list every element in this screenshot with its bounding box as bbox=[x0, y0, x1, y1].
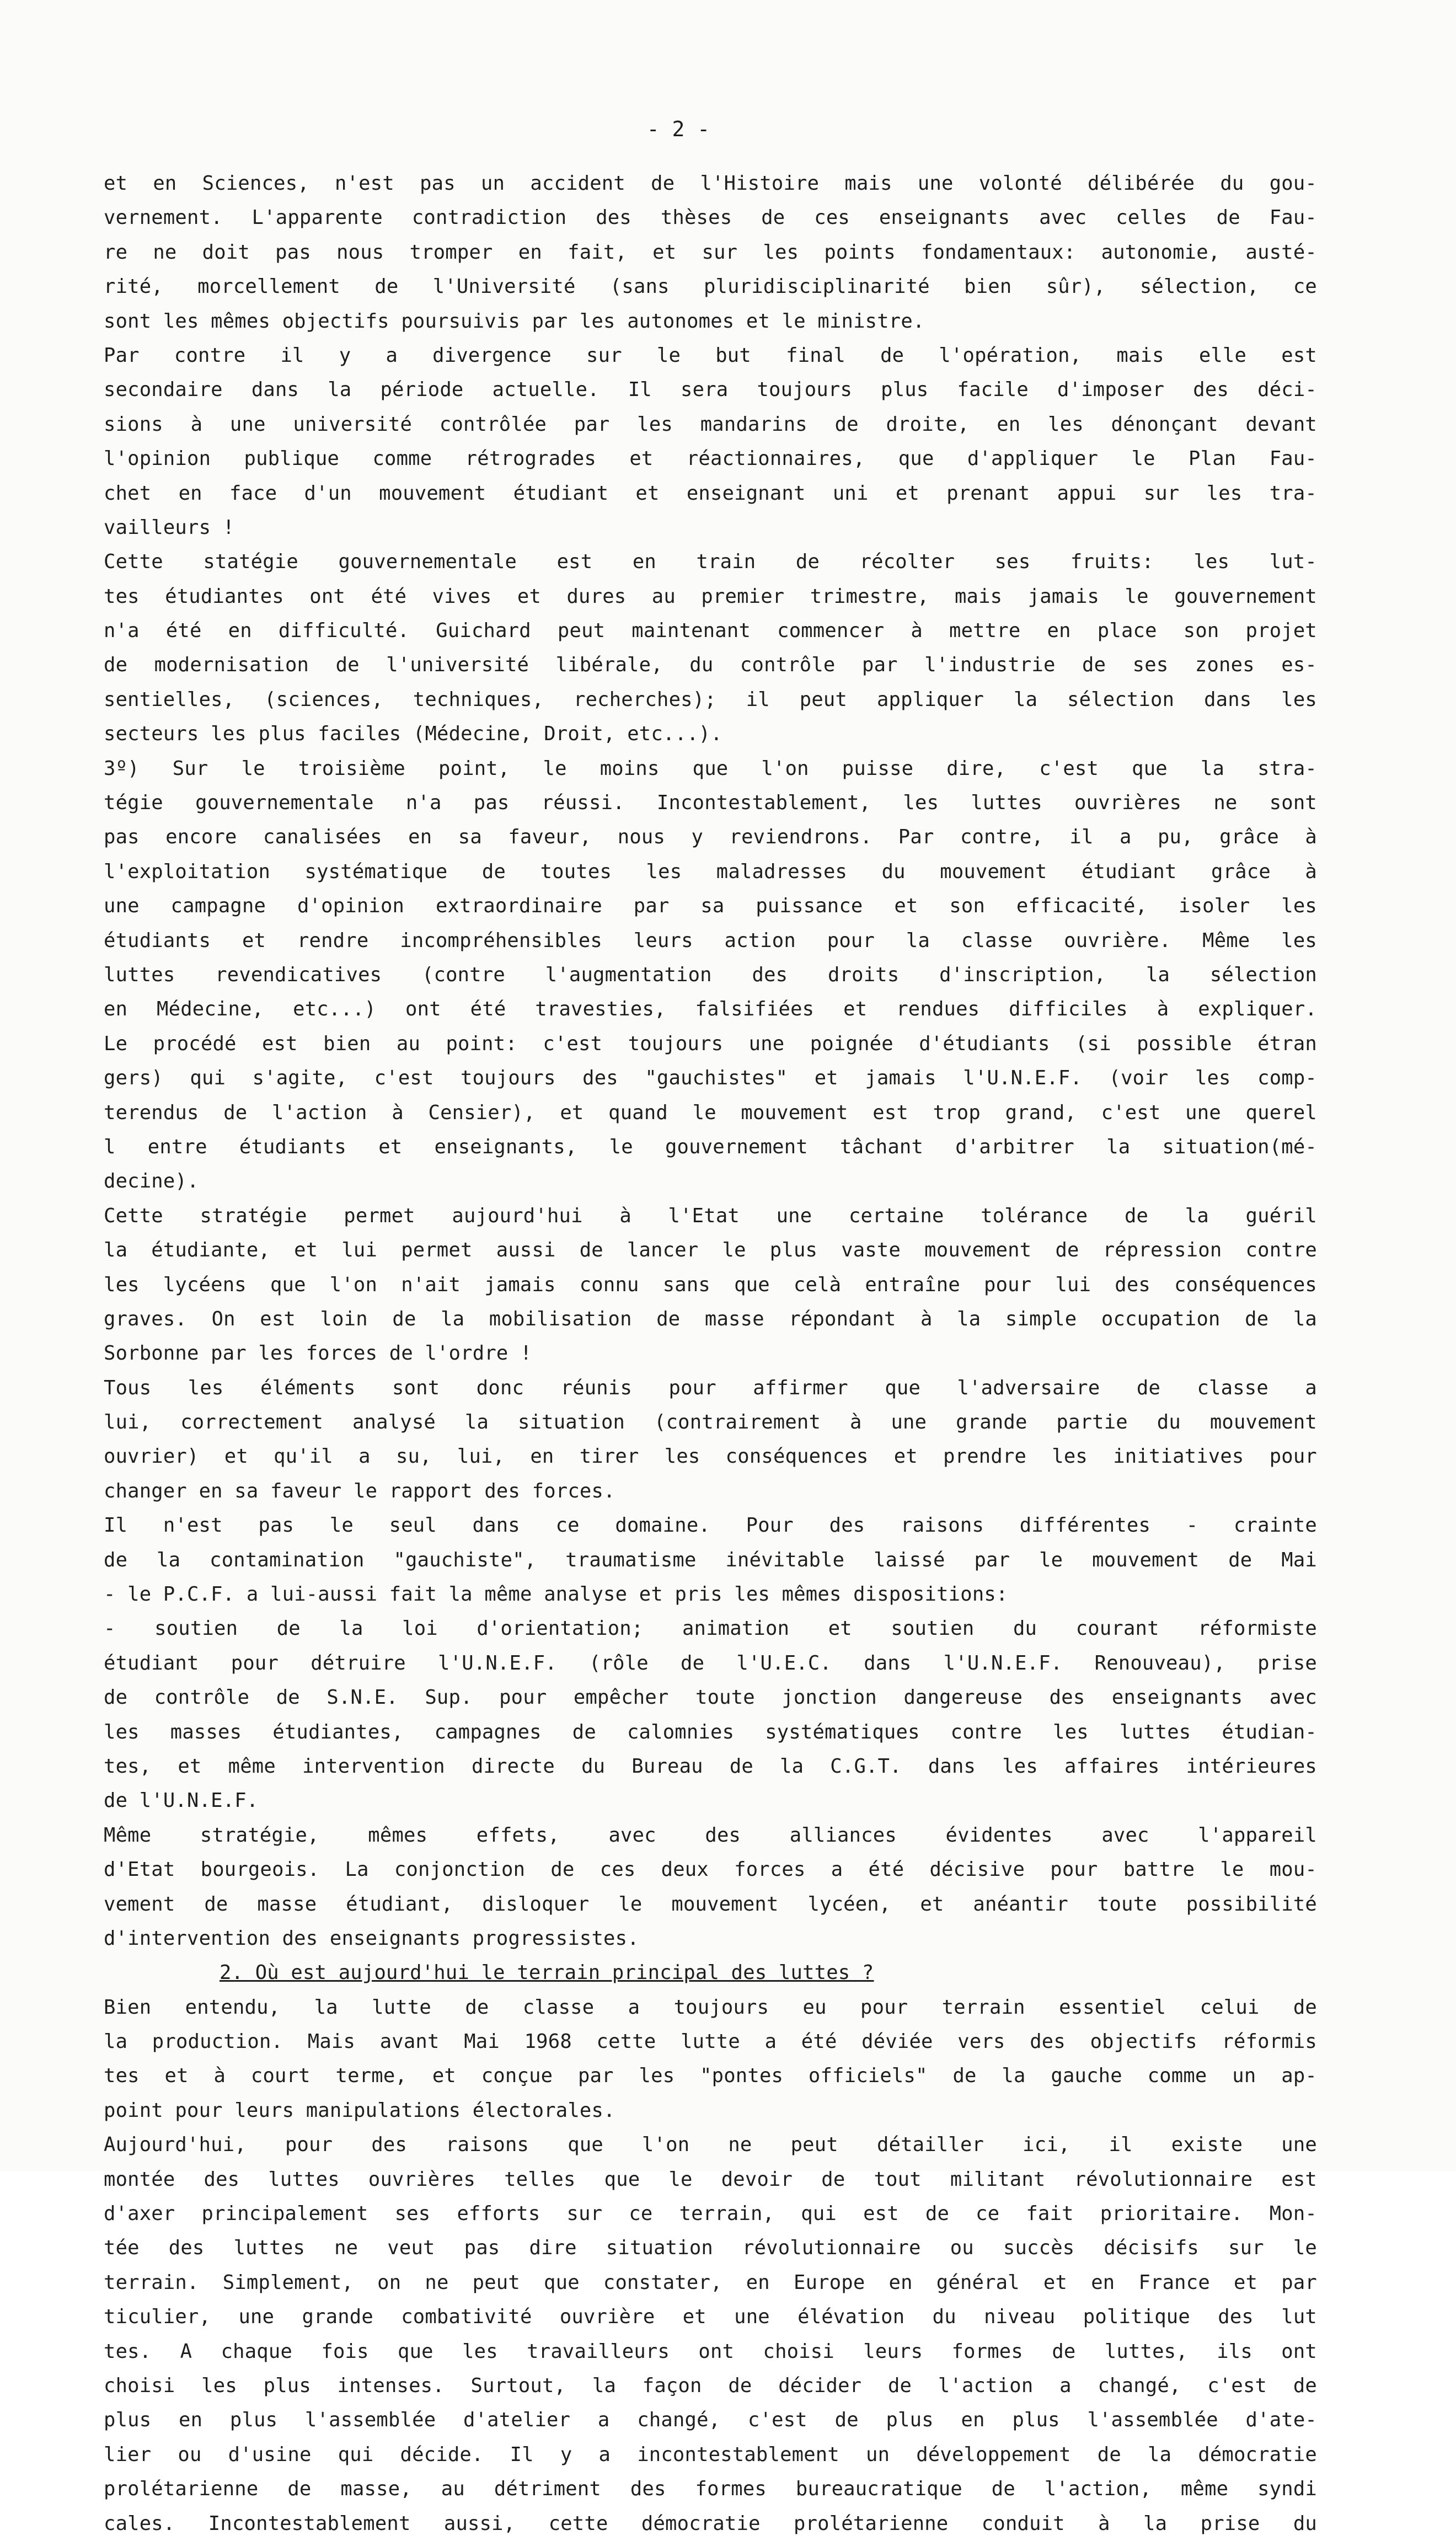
text-line: terrain. Simplement, on ne peut que constater, en Europe en général et en France et par bbox=[104, 2271, 1317, 2294]
text-line: gers) qui s'agite, c'est toujours des "gauchistes" et jamais l'U.N.E.F. (voir les comp- bbox=[104, 1067, 1317, 1090]
text-line: Même stratégie, mêmes effets, avec des alliances évidentes avec l'appareil bbox=[104, 1823, 1317, 1847]
text-line: ticulier, une grande combativité ouvrière et une élévation du niveau politique des lut bbox=[104, 2305, 1317, 2329]
text-line: sont les mêmes objectifs poursuivis par les autonomes et le ministre. bbox=[104, 309, 925, 333]
text-line: Cette statégie gouvernementale est en train de récolter ses fruits: les lut- bbox=[104, 550, 1317, 574]
text-line: Aujourd'hui, pour des raisons que l'on ne peut détailler ici, il existe une bbox=[104, 2133, 1317, 2157]
text-line: de contrôle de S.N.E. Sup. pour empêcher toute jonction dangereuse des enseignants avec bbox=[104, 1686, 1317, 1709]
text-line: montée des luttes ouvrières telles que le devoir de tout militant révolutionnaire est bbox=[104, 2168, 1317, 2191]
text-line: - le P.C.F. a lui-aussi fait la même analyse et pris les mêmes dispositions: bbox=[104, 1583, 1008, 1606]
text-line: prolétarienne de masse, au détriment des formes bureaucratique de l'action, même syndi bbox=[104, 2478, 1317, 2501]
text-line: - soutien de la loi d'orientation; animation et soutien du courant réformiste bbox=[104, 1617, 1317, 1640]
text-line: changer en sa faveur le rapport des forces. bbox=[104, 1479, 615, 1502]
text-line: tégie gouvernementale n'a pas réussi. Incontestablement, les luttes ouvrières ne sont bbox=[104, 791, 1317, 815]
text-line: Il n'est pas le seul dans ce domaine. Pour des raisons différentes - crainte bbox=[104, 1514, 1317, 1537]
section-heading: 2. Où est aujourd'hui le terrain principal des luttes ? bbox=[220, 1961, 874, 1984]
text-line: rité, morcellement de l'Université (sans pluridisciplinarité bien sûr), sélection, ce bbox=[104, 275, 1317, 298]
text-line: choisi les plus intenses. Surtout, la façon de décider de l'action a changé, c'est de bbox=[104, 2374, 1317, 2397]
text-line: tes étudiantes ont été vives et dures au premier trimestre, mais jamais le gouvernement bbox=[104, 585, 1317, 608]
text-line: les lycéens que l'on n'ait jamais connu sans que celà entraîne pour lui des conséquences bbox=[104, 1273, 1317, 1296]
text-line: l'exploitation systématique de toutes les maladresses du mouvement étudiant grâce à bbox=[104, 860, 1317, 883]
text-line: de la contamination "gauchiste", traumatisme inévitable laissé par le mouvement de Mai bbox=[104, 1548, 1317, 1571]
text-line: Cette stratégie permet aujourd'hui à l'Etat une certaine tolérance de la guéril bbox=[104, 1204, 1317, 1227]
text-line: d'axer principalement ses efforts sur ce terrain, qui est de ce fait prioritaire. Mon- bbox=[104, 2202, 1317, 2226]
text-line: luttes revendicatives (contre l'augmentation des droits d'inscription, la sélection bbox=[104, 963, 1317, 986]
page-number: - 2 - bbox=[646, 117, 710, 141]
text-line: n'a été en difficulté. Guichard peut maintenant commencer à mettre en place son projet bbox=[104, 619, 1317, 643]
text-line: ouvrier) et qu'il a su, lui, en tirer les conséquences et prendre les initiatives pour bbox=[104, 1445, 1317, 1468]
text-line: étudiants et rendre incompréhensibles leurs action pour la classe ouvrière. Même les bbox=[104, 929, 1317, 952]
text-line: Par contre il y a divergence sur le but final de l'opération, mais elle est bbox=[104, 344, 1317, 367]
text-line: et en Sciences, n'est pas un accident de l'Histoire mais une volonté délibérée du gou- bbox=[104, 172, 1317, 195]
text-line: sentielles, (sciences, techniques, recherches); il peut appliquer la sélection dans les bbox=[104, 688, 1317, 711]
text-line: de l'U.N.E.F. bbox=[104, 1789, 259, 1812]
text-line: d'intervention des enseignants progressistes. bbox=[104, 1927, 639, 1950]
text-line: terendus de l'action à Censier), et quand le mouvement est trop grand, c'est une querel bbox=[104, 1101, 1317, 1124]
text-line: tes, et même intervention directe du Bureau de la C.G.T. dans les affaires intérieures bbox=[104, 1754, 1317, 1778]
body-text bbox=[104, 167, 1317, 2541]
text-line: d'Etat bourgeois. La conjonction de ces deux forces a été décisive pour battre le mou- bbox=[104, 1858, 1317, 1881]
text-line: point pour leurs manipulations électorales. bbox=[104, 2099, 615, 2122]
text-line: graves. On est loin de la mobilisation de masse répondant à la simple occupation de la bbox=[104, 1307, 1317, 1330]
text-line: pas encore canalisées en sa faveur, nous y reviendrons. Par contre, il a pu, grâce à bbox=[104, 826, 1317, 849]
text-line: la étudiante, et lui permet aussi de lancer le plus vaste mouvement de répression contre bbox=[104, 1239, 1317, 1262]
text-line: secteurs les plus faciles (Médecine, Droit, etc...). bbox=[104, 723, 722, 746]
text-line: Le procédé est bien au point: c'est toujours une poignée d'étudiants (si possible étran bbox=[104, 1032, 1317, 1055]
text-line: decine). bbox=[104, 1170, 199, 1193]
text-line: secondaire dans la période actuelle. Il sera toujours plus facile d'imposer des déci- bbox=[104, 378, 1317, 402]
text-line: 3º) Sur le troisième point, le moins que l'on puisse dire, c'est que la stra- bbox=[104, 757, 1317, 780]
text-line: Sorbonne par les forces de l'ordre ! bbox=[104, 1342, 532, 1365]
text-line: les masses étudiantes, campagnes de calomnies systématiques contre les luttes étudian- bbox=[104, 1720, 1317, 1743]
text-line: sions à une université contrôlée par les mandarins de droite, en les dénonçant devant bbox=[104, 413, 1317, 436]
text-line: tes. A chaque fois que les travailleurs ont choisi leurs formes de luttes, ils ont bbox=[104, 2340, 1317, 2363]
text-line: Bien entendu, la lutte de classe a toujours eu pour terrain essentiel celui de bbox=[104, 1996, 1317, 2019]
text-line: tes et à court terme, et conçue par les "pontes officiels" de la gauche comme un ap- bbox=[104, 2064, 1317, 2088]
text-line: étudiant pour détruire l'U.N.E.F. (rôle de l'U.E.C. dans l'U.N.E.F. Renouveau), prise bbox=[104, 1651, 1317, 1675]
text-line: l entre étudiants et enseignants, le gouvernement tâchant d'arbitrer la situation(mé- bbox=[104, 1135, 1317, 1158]
text-line: tée des luttes ne veut pas dire situation révolutionnaire ou succès décisifs sur le bbox=[104, 2237, 1317, 2260]
text-line: la production. Mais avant Mai 1968 cette lutte a été déviée vers des objectifs réformis bbox=[104, 2030, 1317, 2053]
text-line: de modernisation de l'université libérale, du contrôle par l'industrie de ses zones es- bbox=[104, 654, 1317, 677]
text-line: vement de masse étudiant, disloquer le mouvement lycéen, et anéantir toute possibilité bbox=[104, 1892, 1317, 1916]
text-line: plus en plus l'assemblée d'atelier a changé, c'est de plus en plus l'assemblée d'ate- bbox=[104, 2409, 1317, 2432]
text-line: re ne doit pas nous tromper en fait, et sur les points fondamentaux: autonomie, austé- bbox=[104, 240, 1317, 264]
text-line: lier ou d'usine qui décide. Il y a incontestablement un développement de la démocratie bbox=[104, 2443, 1317, 2466]
text-line: une campagne d'opinion extraordinaire par sa puissance et son efficacité, isoler les bbox=[104, 895, 1317, 918]
text-line: vailleurs ! bbox=[104, 516, 235, 539]
text-line: vernement. L'apparente contradiction des thèses de ces enseignants avec celles de Fau- bbox=[104, 206, 1317, 229]
text-line: lui, correctement analysé la situation (contrairement à une grande partie du mouvement bbox=[104, 1411, 1317, 1434]
text-line: Tous les éléments sont donc réunis pour affirmer que l'adversaire de classe a bbox=[104, 1376, 1317, 1399]
text-line: l'opinion publique comme rétrogrades et réactionnaires, que d'appliquer le Plan Fau- bbox=[104, 447, 1317, 470]
text-line: en Médecine, etc...) ont été travesties, falsifiées et rendues difficiles à expliquer. bbox=[104, 998, 1317, 1021]
text-line: chet en face d'un mouvement étudiant et enseignant uni et prenant appui sur les tra- bbox=[104, 482, 1317, 505]
text-line: cales. Incontestablement aussi, cette démocratie prolétarienne conduit à la prise du bbox=[104, 2512, 1317, 2535]
